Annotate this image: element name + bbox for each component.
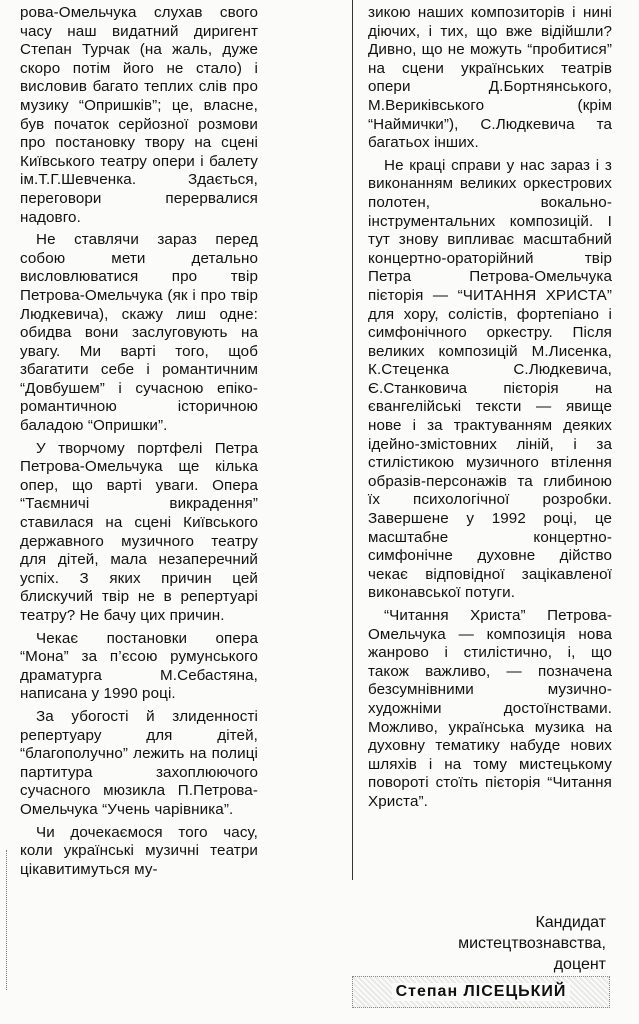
author-credentials — [372, 912, 606, 975]
column-divider — [352, 0, 353, 880]
paragraph: “Читання Христа” Петрова-Омельчука — композиція нова жанрово і стилістично, і, що також важливо, — позначена безсумнівними музично-художніми достоїнствами. Можливо, українська музика на духовну тематику набуде нових шляхів і на тому мистецькому повороті стоїть пієторія “Читання Христа”. — [368, 607, 612, 810]
edge-dotted-line — [6, 850, 8, 990]
left-column — [20, 4, 258, 883]
paragraph: Чи дочекаємося того часу, коли українські музичні театри цікавитимуться му- — [20, 823, 258, 878]
paragraph: Не ставлячи зараз перед собою мети детально висловлюватися про твір Петрова-Омельчука (як і про твір Людкевича), скажу лиш одне: обидва вони заслуговують на увагу. Ми варті того, щоб збагатити себе і романтичним “Довбушем” і сучасною епіко-романтичною історичною баладою “Опришки”. — [20, 231, 258, 435]
paragraph: За убогості й злиденності репертуару для дітей, “благополучно” лежить на полиці партитура захоплюючого сучасного мюзикла П.Петрова-Омельчука “Учень чарівника”. — [20, 707, 258, 818]
author-name: Степан ЛІСЕЦЬКИЙ — [392, 983, 571, 1001]
paragraph: зикою наших композиторів і нині діючих, і тих, що вже відійшли? Дивно, що не можуть “пробитися” на сцени українських театрів опери Д.Бортнянського, М.Вериківського (крім “Наймички”), С.Людкевича та багатьох інших. — [368, 4, 612, 152]
paragraph: У творчому портфелі Петра Петрова-Омельчука ще кілька опер, що варті уваги. Опера “Таємничі викрадення” ставилася на сцені Київського державного музичного театру для дітей, мала незаперечний успіх. З яких причин цей блискучий твір не в репертуарі театру? Не бачу цих причин. — [20, 439, 258, 624]
author-name-box — [352, 976, 610, 1008]
paragraph: рова-Омельчука слухав свого часу наш видатний диригент Степан Турчак (на жаль, дуже скоро потім його не стало) і висловив багато теплих слів про музику “Опришків”; це, власне, був початок серйозної розмови про постановку твору на сцені Київського театру опери і балету ім.Т.Г.Шевченка. Здається, переговори перервалися надовго. — [20, 4, 258, 226]
credential-line: мистецтвознавства, — [458, 935, 606, 952]
right-column — [368, 4, 612, 816]
credential-line: Кандидат — [535, 914, 606, 931]
paragraph: Чекає постановки опера “Мона” за п’єсою румунського драматурга М.Себастяна, написана у 1990 році. — [20, 629, 258, 703]
credential-line: доцент — [553, 956, 606, 973]
paragraph: Не краці справи у нас зараз і з виконанням великих оркестрових полотен, вокально-інструментальних композицій. І тут знову випливає масштабний концертно-ораторійний твір Петра Петрова-Омельчука пієторія — “ЧИТАННЯ ХРИСТА” для хору, солістів, фортепіано і симфонічного оркестру. Після великих композицій М.Лисенка, К.Стеценка С.Людкевича, Є.Станковича пієторія на євангелійські тексти — явище нове і за трактуванням деяких ідейно-змістовних ліній, і за стилістикою музичного втілення образів-персонажів та глибиною їх психологічної розробки. Завершене у 1992 році, це масштабне концертно-симфонічне духовне дійство чекає відповідної зацікавленої виконавської потуги. — [368, 156, 612, 602]
